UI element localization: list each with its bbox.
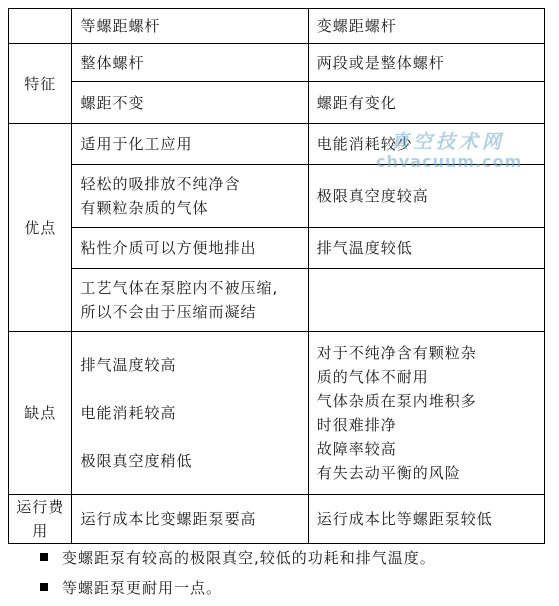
- category-features: 特征: [9, 44, 72, 124]
- category-advantages: 优点: [9, 124, 72, 332]
- list-item: 气体杂质在泵内堆积多: [316, 392, 477, 410]
- cell-left: 适用于化工应用: [72, 124, 308, 165]
- list-item: 电能消耗较高: [80, 404, 177, 422]
- list-item: 排气温度较高: [80, 356, 177, 374]
- square-bullet-icon: [40, 583, 48, 591]
- cell-left: 粘性介质可以方便地排出: [72, 228, 308, 269]
- comparison-table: [8, 8, 545, 544]
- category-cost: 运行费用: [9, 495, 72, 544]
- cell-right: 螺距有变化: [308, 82, 544, 124]
- cell-right: [308, 332, 544, 495]
- cell-left: [72, 332, 308, 495]
- table-header-row: [9, 9, 545, 44]
- list-item: 故障率较高: [316, 440, 397, 458]
- cell-right: 极限真空度较高: [308, 165, 544, 228]
- cell-left: 运行成本比变螺距泵要高: [72, 495, 308, 544]
- header-variable-pitch: 变螺距螺杆: [308, 9, 544, 44]
- note-text: 变螺距泵有较高的极限真空,较低的功耗和排气温度。: [62, 548, 436, 567]
- notes-list: [40, 546, 436, 606]
- watermark-en: chvacuum.com: [376, 152, 523, 171]
- square-bullet-icon: [40, 553, 48, 561]
- note-text: 等螺距泵更耐用一点。: [62, 578, 223, 597]
- category-disadvantages: 缺点: [9, 332, 72, 495]
- cell-right: 电能消耗较少: [308, 124, 544, 165]
- table-row: [9, 124, 545, 165]
- disadvantages-left-list: [80, 353, 299, 473]
- cell-left: 工艺气体在泵腔内不被压缩, 所以不会由于压缩而凝结: [72, 269, 308, 332]
- header-empty-cell: [9, 9, 72, 44]
- table-row: [9, 165, 545, 228]
- table-row: [9, 82, 545, 124]
- cell-left: 整体螺杆: [72, 44, 308, 82]
- list-item: 对于不纯净含有颗粒杂: [316, 344, 477, 362]
- cell-right: 运行成本比等螺距泵较低: [308, 495, 544, 544]
- table-row: [9, 495, 545, 544]
- list-item: 极限真空度稍低: [80, 452, 193, 470]
- table-row: [9, 228, 545, 269]
- table-row: [9, 332, 545, 495]
- cell-right: 两段或是整体螺杆: [308, 44, 544, 82]
- header-constant-pitch: 等螺距螺杆: [72, 9, 308, 44]
- cell-right: 排气温度较低: [308, 228, 544, 269]
- table-row: [9, 269, 545, 332]
- list-item: 质的气体不耐用: [316, 368, 429, 386]
- watermark-cn: 真空技术网: [390, 131, 506, 153]
- cell-left: 轻松的吸排放不纯净含 有颗粒杂质的气体: [72, 165, 308, 228]
- list-item: 时很难排净: [316, 416, 397, 434]
- cell-left: 螺距不变: [72, 82, 308, 124]
- table-row: [9, 44, 545, 82]
- list-item: [40, 576, 436, 598]
- cell-right-empty: [308, 269, 544, 332]
- list-item: 有失去动平衡的风险: [316, 464, 461, 482]
- list-item: [40, 546, 436, 568]
